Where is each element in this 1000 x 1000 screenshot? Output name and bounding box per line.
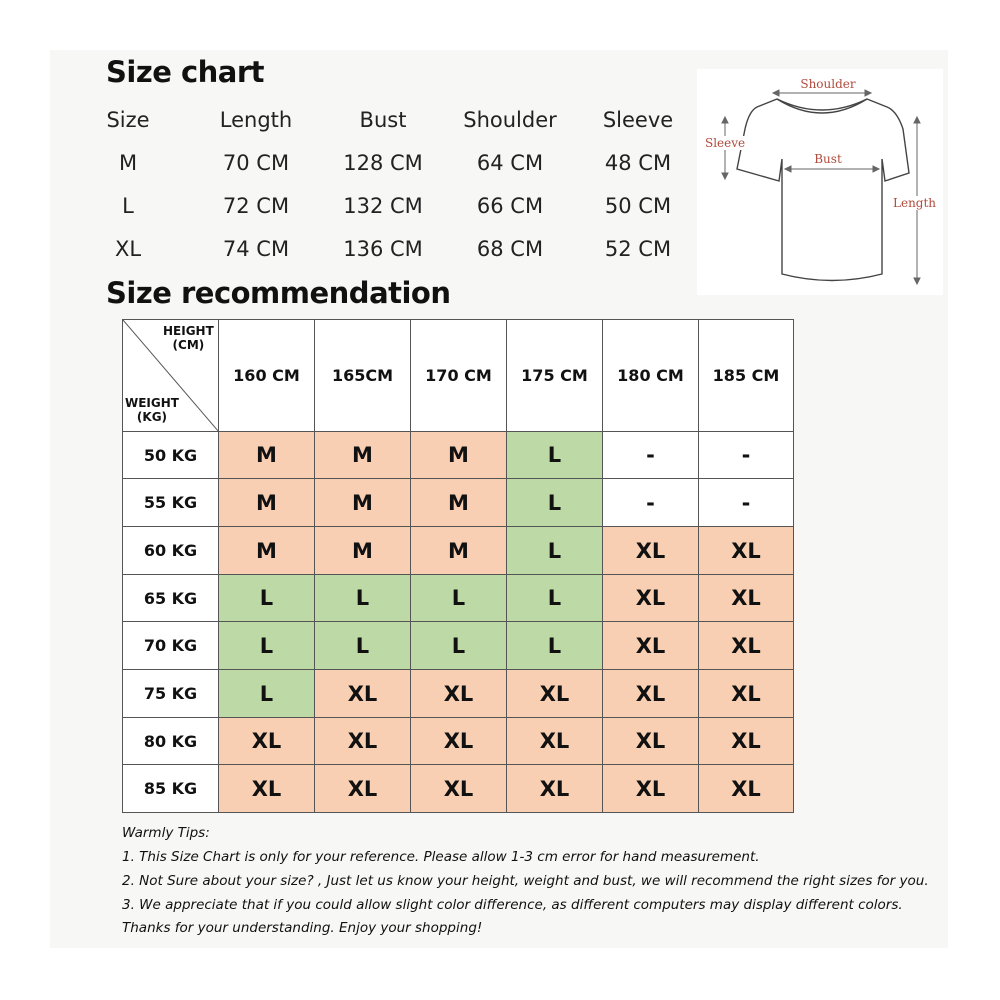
diagram-label-sleeve: Sleeve	[705, 136, 746, 150]
size-cell: XL	[699, 718, 794, 765]
size-chart-title: Size chart	[106, 55, 265, 89]
size-cell: M	[411, 432, 507, 479]
size-cell: M	[411, 479, 507, 527]
tips-line: Thanks for your understanding. Enjoy your shopping!	[122, 920, 483, 936]
height-header: 165CM	[315, 320, 411, 432]
size-chart-cell: 136 CM	[343, 237, 423, 261]
corner-weight-text: WEIGHT	[125, 396, 179, 410]
corner-weight-label	[125, 396, 179, 424]
size-chart-cell: 64 CM	[476, 151, 544, 175]
size-chart-cell: M	[118, 151, 138, 175]
size-cell: XL	[603, 527, 699, 575]
table-row	[123, 718, 794, 765]
tips-line: 3. We appreciate that if you could allow slight color difference, as different computers may display different colors.	[122, 897, 903, 913]
size-cell: M	[315, 432, 411, 479]
size-cell: L	[507, 575, 603, 622]
size-chart-cell: 72 CM	[222, 194, 290, 218]
table-row	[123, 479, 794, 527]
size-cell: -	[699, 479, 794, 527]
size-cell: L	[507, 432, 603, 479]
table-row	[123, 622, 794, 670]
size-chart-cell: XL	[114, 237, 142, 261]
diagram-label-shoulder: Shoulder	[800, 77, 856, 91]
corner-height-label	[163, 324, 214, 352]
size-cell: XL	[411, 718, 507, 765]
size-cell: M	[315, 479, 411, 527]
size-cell: L	[507, 527, 603, 575]
table-header-row	[123, 320, 794, 432]
size-cell: M	[411, 527, 507, 575]
size-cell: XL	[315, 765, 411, 813]
weight-header: 80 KG	[123, 718, 219, 765]
size-cell: XL	[603, 575, 699, 622]
size-cell: L	[507, 622, 603, 670]
size-cell: XL	[699, 670, 794, 718]
tshirt-outline-icon	[697, 69, 943, 295]
size-chart-header-bust: Bust	[359, 108, 407, 132]
size-chart-cell: 128 CM	[343, 151, 423, 175]
size-cell: XL	[699, 622, 794, 670]
height-header: 175 CM	[507, 320, 603, 432]
tips-line: 1. This Size Chart is only for your reference. Please allow 1-3 cm error for hand measurement.	[122, 849, 760, 865]
table-row	[123, 670, 794, 718]
table-row	[123, 765, 794, 813]
height-header: 185 CM	[699, 320, 794, 432]
recommendation-rows	[123, 432, 794, 813]
size-cell: XL	[603, 718, 699, 765]
size-cell: XL	[699, 527, 794, 575]
size-cell: XL	[219, 765, 315, 813]
size-cell: L	[315, 575, 411, 622]
weight-header: 60 KG	[123, 527, 219, 575]
size-cell: XL	[603, 622, 699, 670]
table-row	[123, 432, 794, 479]
size-chart-cell: 52 CM	[604, 237, 672, 261]
size-chart-header-length: Length	[219, 108, 293, 132]
size-cell: L	[411, 622, 507, 670]
size-cell: XL	[507, 718, 603, 765]
weight-header: 75 KG	[123, 670, 219, 718]
size-chart-cell: 48 CM	[604, 151, 672, 175]
diagram-label-length: Length	[893, 196, 937, 210]
size-recommendation-table	[122, 319, 794, 813]
size-cell: -	[603, 432, 699, 479]
tshirt-diagram	[697, 69, 943, 295]
tips-heading: Warmly Tips:	[122, 825, 210, 841]
corner-weight-unit: (KG)	[136, 410, 168, 424]
corner-cell	[123, 320, 219, 432]
diagram-label-bust: Bust	[814, 152, 842, 166]
table-row	[123, 527, 794, 575]
size-chart-cell: 66 CM	[476, 194, 544, 218]
size-cell: L	[219, 622, 315, 670]
size-cell: M	[219, 527, 315, 575]
size-cell: M	[219, 479, 315, 527]
size-cell: M	[219, 432, 315, 479]
size-cell: XL	[603, 765, 699, 813]
size-chart-cell: 68 CM	[476, 237, 544, 261]
height-header: 180 CM	[603, 320, 699, 432]
size-chart-cell: 70 CM	[222, 151, 290, 175]
size-chart-header-size: Size	[106, 108, 150, 132]
size-cell: XL	[507, 765, 603, 813]
size-chart-header-sleeve: Sleeve	[602, 108, 674, 132]
weight-header: 50 KG	[123, 432, 219, 479]
size-cell: XL	[603, 670, 699, 718]
size-chart-cell: 132 CM	[343, 194, 423, 218]
size-chart-cell: 74 CM	[222, 237, 290, 261]
size-cell: XL	[699, 765, 794, 813]
size-cell: -	[699, 432, 794, 479]
size-cell: L	[411, 575, 507, 622]
size-cell: XL	[507, 670, 603, 718]
size-cell: L	[219, 670, 315, 718]
weight-header: 70 KG	[123, 622, 219, 670]
table-row	[123, 575, 794, 622]
height-header: 170 CM	[411, 320, 507, 432]
size-chart-header-shoulder: Shoulder	[463, 108, 557, 132]
size-recommendation-title: Size recommendation	[106, 276, 451, 310]
size-cell: XL	[411, 670, 507, 718]
weight-header: 65 KG	[123, 575, 219, 622]
corner-height-unit: (CM)	[172, 338, 205, 352]
size-cell: XL	[219, 718, 315, 765]
tips-line: 2. Not Sure about your size? , Just let us know your height, weight and bust, we will recommend the right sizes for you.	[122, 873, 929, 889]
size-chart-cell: L	[122, 194, 134, 218]
size-cell: L	[219, 575, 315, 622]
weight-header: 85 KG	[123, 765, 219, 813]
size-cell: XL	[411, 765, 507, 813]
size-cell: XL	[699, 575, 794, 622]
corner-height-text: HEIGHT	[163, 324, 214, 338]
size-cell: -	[603, 479, 699, 527]
size-cell: L	[315, 622, 411, 670]
size-cell: L	[507, 479, 603, 527]
size-cell: M	[315, 527, 411, 575]
height-header: 160 CM	[219, 320, 315, 432]
size-cell: XL	[315, 718, 411, 765]
weight-header: 55 KG	[123, 479, 219, 527]
size-cell: XL	[315, 670, 411, 718]
size-chart-cell: 50 CM	[604, 194, 672, 218]
